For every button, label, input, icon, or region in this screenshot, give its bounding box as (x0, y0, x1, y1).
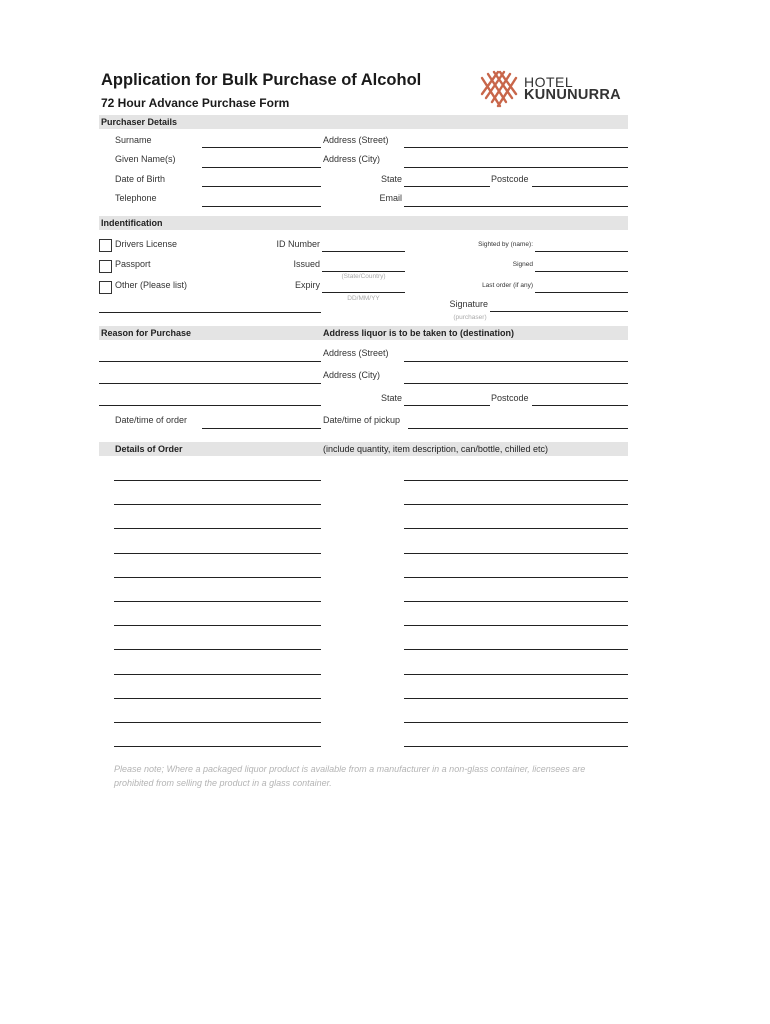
dest-postcode-label: Postcode (491, 393, 529, 403)
order-line-right[interactable] (404, 674, 628, 675)
order-line-left[interactable] (114, 528, 321, 529)
address-city-field[interactable] (404, 167, 628, 168)
purchaser-details-heading: Purchaser Details (101, 117, 178, 127)
order-line-left[interactable] (114, 722, 321, 723)
given-names-field[interactable] (202, 167, 321, 168)
dest-address-street-field[interactable] (404, 361, 628, 362)
state-label: State (380, 174, 402, 184)
address-street-field[interactable] (404, 147, 628, 148)
reason-line-2[interactable] (99, 383, 321, 384)
signature-field[interactable] (490, 311, 628, 312)
telephone-label: Telephone (115, 193, 157, 203)
other-id-checkbox[interactable] (99, 281, 112, 294)
diamond-lattice-icon (478, 70, 520, 110)
order-line-right[interactable] (404, 480, 628, 481)
order-line-right[interactable] (404, 504, 628, 505)
reason-heading: Reason for Purchase (101, 328, 192, 338)
reason-band (99, 326, 628, 340)
order-line-right[interactable] (404, 553, 628, 554)
dob-label: Date of Birth (115, 174, 166, 184)
dest-address-city-label: Address (City) (323, 370, 381, 380)
surname-label: Surname (115, 135, 152, 145)
signature-hint: (purchaser) (453, 314, 487, 321)
order-line-left[interactable] (114, 601, 321, 602)
issued-label: Issued (293, 259, 320, 269)
order-line-left[interactable] (114, 649, 321, 650)
expiry-label: Expiry (294, 280, 320, 290)
pickup-datetime-field[interactable] (408, 428, 628, 429)
order-line-left[interactable] (114, 625, 321, 626)
dest-address-city-field[interactable] (404, 383, 628, 384)
pickup-datetime-label: Date/time of pickup (323, 415, 401, 425)
id-number-label: ID Number (276, 239, 320, 249)
passport-checkbox[interactable] (99, 260, 112, 273)
signed-field[interactable] (535, 271, 628, 272)
identification-band (99, 216, 628, 230)
destination-heading: Address liquor is to be taken to (destination) (323, 328, 515, 338)
order-line-left[interactable] (114, 553, 321, 554)
order-line-right[interactable] (404, 577, 628, 578)
order-band (99, 442, 628, 456)
order-line-right[interactable] (404, 746, 628, 747)
issued-hint: (State/Country) (341, 273, 386, 280)
order-line-left[interactable] (114, 674, 321, 675)
order-line-right[interactable] (404, 649, 628, 650)
given-names-label: Given Name(s) (115, 154, 176, 164)
order-line-left[interactable] (114, 746, 321, 747)
expiry-field[interactable] (322, 292, 405, 293)
address-city-label: Address (City) (323, 154, 381, 164)
form-subtitle: 72 Hour Advance Purchase Form (101, 96, 290, 110)
sighted-by-label: Sighted by (name): (478, 241, 533, 248)
logo-text-hotel: HOTEL (524, 74, 574, 90)
expiry-hint: DD/MM/YY (347, 295, 380, 302)
last-order-label: Last order (if any) (482, 282, 533, 289)
glass-container-note: Please note; Where a packaged liquor product is available from a manufacturer in a non-glass container, licensees are prohibited from selling the product in a glass container. (114, 764, 586, 788)
order-instructions: (include quantity, item description, can/bottle, chilled etc) (323, 444, 548, 454)
order-line-left[interactable] (114, 480, 321, 481)
last-order-field[interactable] (535, 292, 628, 293)
order-line-right[interactable] (404, 698, 628, 699)
order-datetime-field[interactable] (202, 428, 321, 429)
order-line-left[interactable] (114, 698, 321, 699)
form-title: Application for Bulk Purchase of Alcohol (101, 71, 422, 89)
dob-field[interactable] (202, 186, 321, 187)
purchaser-details-band (99, 115, 628, 129)
id-number-field[interactable] (322, 251, 405, 252)
order-datetime-label: Date/time of order (115, 415, 188, 425)
order-line-right[interactable] (404, 601, 628, 602)
identification-heading: Indentification (101, 218, 163, 228)
signed-label: Signed (512, 261, 533, 268)
reason-line-3[interactable] (99, 405, 321, 406)
telephone-field[interactable] (202, 206, 321, 207)
other-id-label: Other (Please list) (115, 280, 188, 290)
dest-postcode-field[interactable] (532, 405, 628, 406)
order-heading: Details of Order (115, 444, 183, 454)
order-line-right[interactable] (404, 722, 628, 723)
email-label: Email (379, 193, 402, 203)
address-street-label: Address (Street) (323, 135, 389, 145)
reason-line-1[interactable] (99, 361, 321, 362)
logo-text-kununurra: KUNUNURRA (524, 87, 621, 103)
drivers-license-label: Drivers License (115, 239, 178, 249)
issued-field[interactable] (322, 271, 405, 272)
postcode-field[interactable] (532, 186, 628, 187)
order-line-right[interactable] (404, 528, 628, 529)
dest-state-field[interactable] (404, 405, 490, 406)
dest-state-label: State (380, 393, 402, 403)
email-field[interactable] (404, 206, 628, 207)
passport-label: Passport (115, 259, 151, 269)
order-line-right[interactable] (404, 625, 628, 626)
postcode-label: Postcode (491, 174, 529, 184)
signature-label: Signature (449, 299, 488, 309)
dest-address-street-label: Address (Street) (323, 348, 389, 358)
order-line-left[interactable] (114, 577, 321, 578)
state-field[interactable] (404, 186, 490, 187)
other-id-field[interactable] (99, 312, 321, 313)
surname-field[interactable] (202, 147, 321, 148)
sighted-by-field[interactable] (535, 251, 628, 252)
order-line-left[interactable] (114, 504, 321, 505)
drivers-license-checkbox[interactable] (99, 239, 112, 252)
